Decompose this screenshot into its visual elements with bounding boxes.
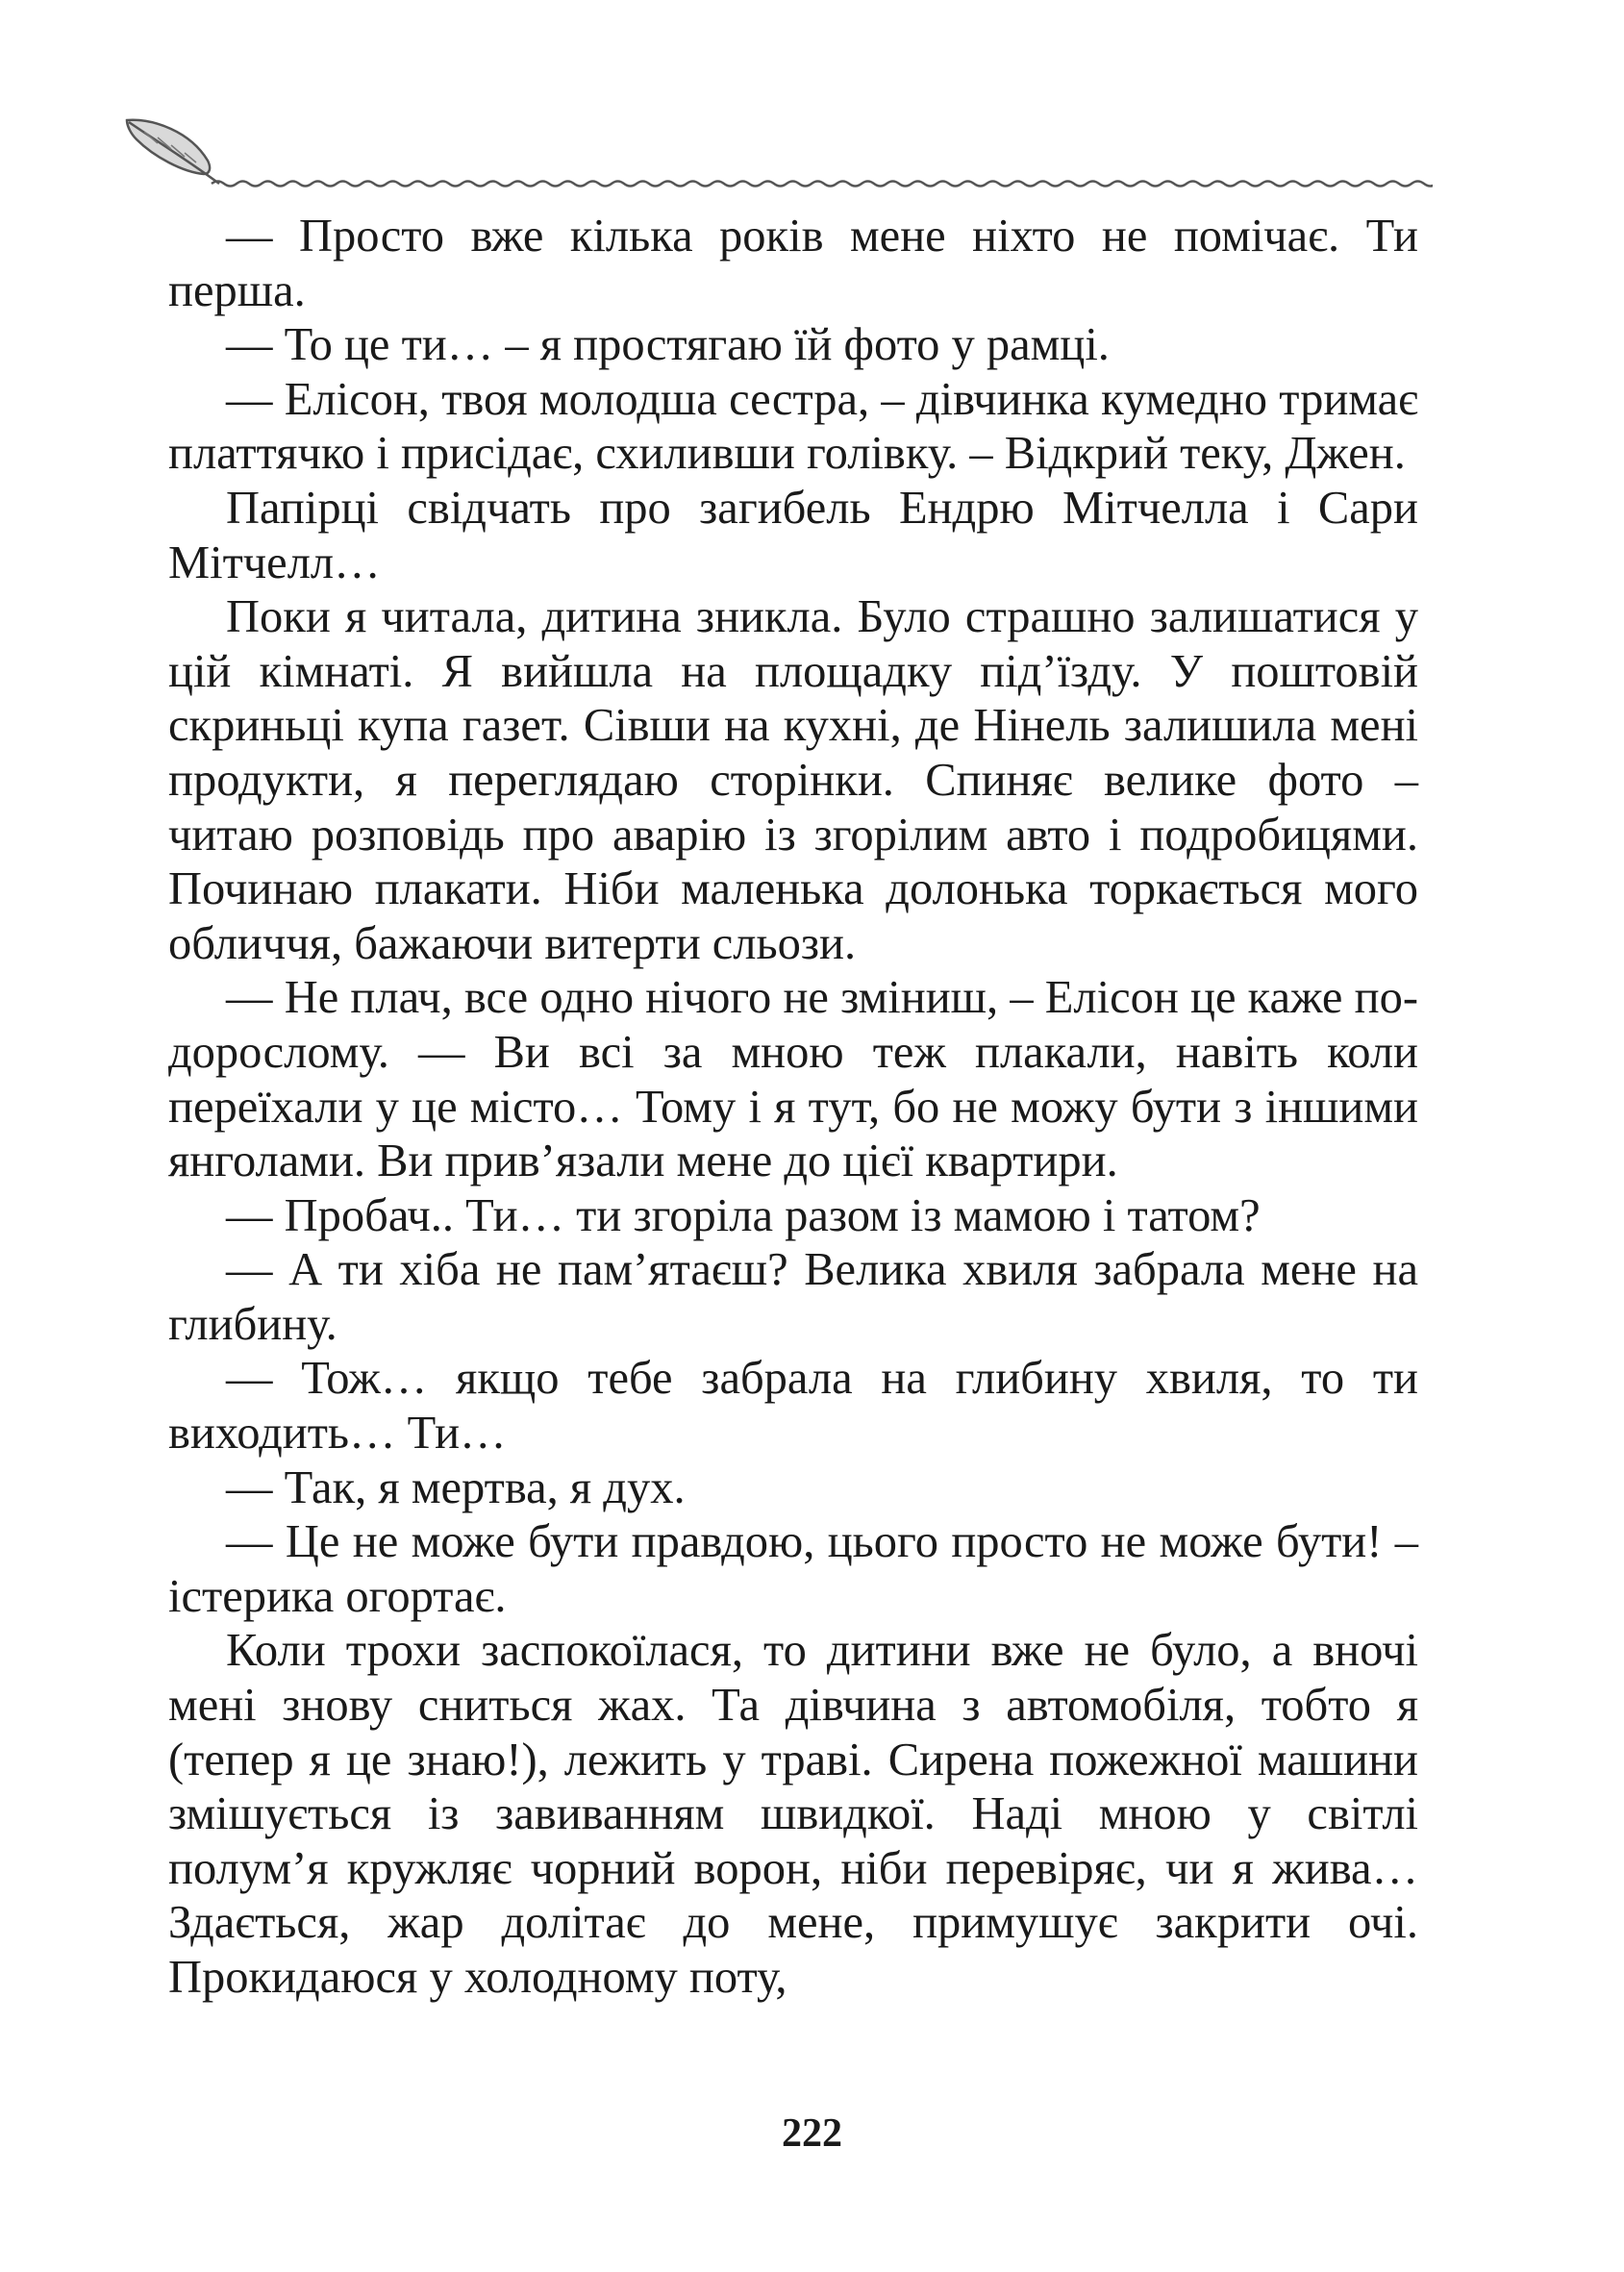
- paragraph: — То це ти… – я простягаю їй фото у рамці.: [226, 319, 1110, 371]
- header-ornament: [115, 111, 1433, 197]
- paragraph: — Тож… якщо тебе забрала на глибину хвиля, то ти виходить… Ти…: [168, 1353, 1418, 1460]
- paragraph: Поки я читала, дитина зникла. Було страшно залишатися у цій кімнаті. Я вийшла на площадку під’їзду. У поштовій скриньці купа газет. Сівши на кухні, де Нінель залишила мені продукти, я переглядаю сторінки. Спиняє велике фото – читаю розповідь про аварію із згорілим авто і подробицями. Починаю плакати. Ніби маленька долонька торкається мого обличчя, бажаючи витерти сльози.: [168, 591, 1418, 969]
- paragraph: Папірці свідчать про загибель Ендрю Мітчелла і Сари Мітчелл…: [168, 482, 1418, 588]
- page-body: [168, 210, 1418, 2006]
- paragraph: — Пробач.. Ти… ти згоріла разом із мамою і татом?: [226, 1189, 1261, 1241]
- page-number: 222: [782, 2111, 842, 2156]
- paragraph: — Просто вже кілька років мене ніхто не помічає. Ти перша.: [168, 211, 1418, 316]
- paragraph: — Це не може бути правдою, цього просто не може бути! – істерика огортає.: [168, 1516, 1418, 1622]
- feather-quill-icon: [127, 120, 219, 184]
- paragraph: — Не плач, все одно нічого не зміниш, – Елісон це каже по-дорослому. — Ви всі за мною теж плакали, навіть коли переїхали у це місто… Тому і я тут, бо не можу бути з іншими янголами. Ви прив’язали мене до цієї квартири.: [168, 972, 1418, 1187]
- paragraph: — Так, я мертва, я дух.: [226, 1461, 686, 1513]
- paragraph: — А ти хіба не пам’ятаєш? Велика хвиля забрала мене на глибину.: [168, 1244, 1418, 1350]
- paragraph: — Елісон, твоя молодша сестра, – дівчинка кумедно тримає платтячко і присідає, схиливши голівку. – Відкрий теку, Джен.: [168, 373, 1418, 480]
- wavy-divider: [212, 182, 1433, 187]
- paragraph: Коли трохи заспокоїлася, то дитини вже не було, а вночі мені знову сниться жах. Та дівчина з автомобіля, тобто я (тепер я це знаю!), лежить у траві. Сирена пожежної машини змішується із завиванням швидкої. Наді мною у світлі полум’я кружляє чорний ворон, ніби перевіряє, чи я жива… Здається, жар долітає до мене, примушує закрити очі. Прокидаюся у холодному поту,: [168, 1625, 1418, 2003]
